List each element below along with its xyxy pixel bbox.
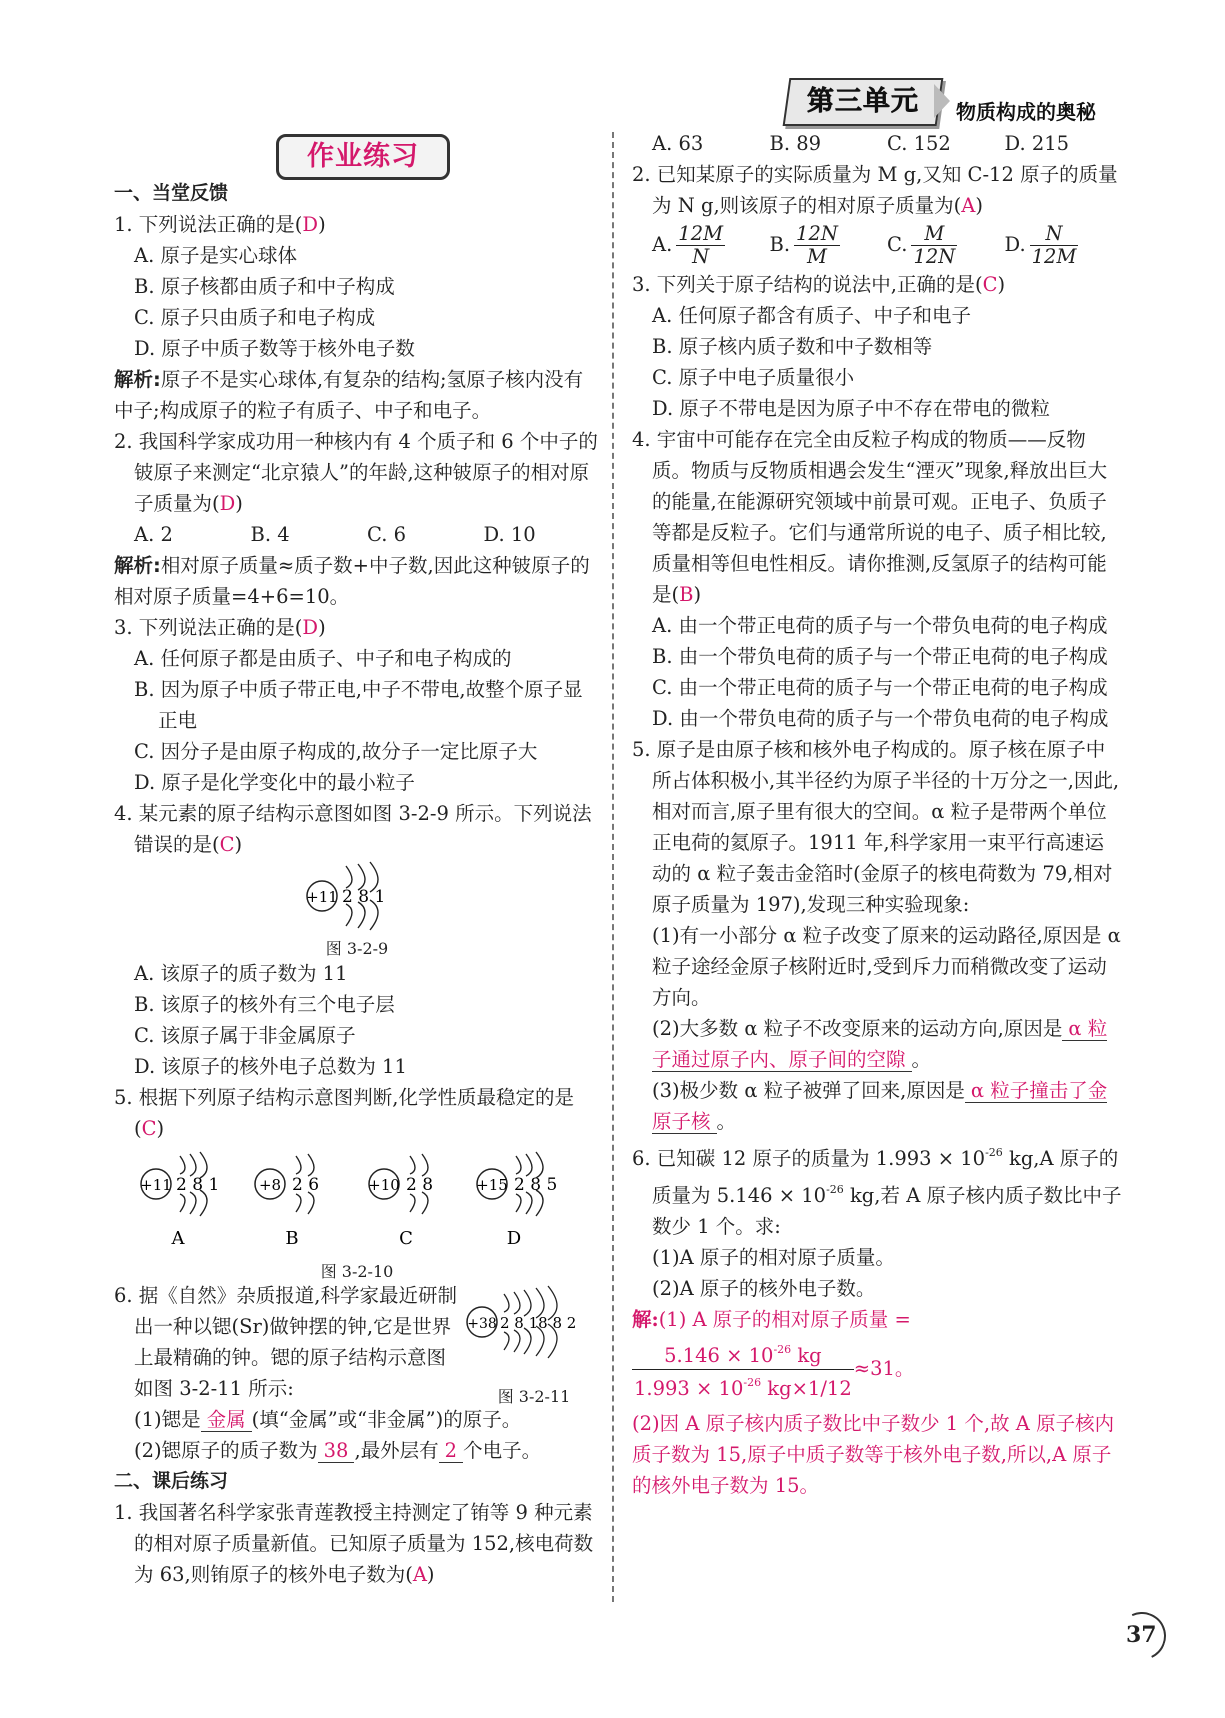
sub-question: (2)大多数 α 粒子不改变原来的运动方向,原因是 α 粒子通过原子内、原子间的空隙 。 bbox=[652, 1017, 1108, 1071]
question-10: 4. 宇宙中可能存在完全由反粒子构成的物质——反物质。物质与反物质相遇会发生“湮灭”现象,释放出巨大的能量,在能源研究领域中前景可观。正电子、负质子等都是反粒子。它们与通常所说的电子、质子相比较,质量相等但电性相反。请你推测,反氢原子的结构可能是(B) bbox=[632, 428, 1108, 606]
option: B. $\frac{12N}{M}$ bbox=[769, 222, 838, 268]
sub-question: (1)A 原子的相对原子质量。 bbox=[652, 1246, 895, 1269]
atom-diagram-d bbox=[476, 1152, 557, 1249]
answer: A bbox=[412, 1563, 427, 1586]
answer: C bbox=[982, 273, 998, 296]
electron-label: 2 8 18 8 2 bbox=[500, 1314, 577, 1332]
options-row: A. 63 B. 89 C. 152 D. 215 bbox=[652, 132, 1070, 155]
fraction-options-row bbox=[632, 221, 1122, 269]
question-1: 1. 下列说法正确的是(D) bbox=[114, 213, 326, 236]
option: A. 该原子的质子数为 11 bbox=[134, 962, 348, 985]
answer: C bbox=[141, 1117, 157, 1140]
question-4: 4. 某元素的原子结构示意图如图 3-2-9 所示。下列说法错误的是(C) bbox=[114, 802, 592, 856]
answer: A bbox=[961, 194, 976, 217]
question-8: 2. 已知某原子的实际质量为 M g,又知 C-12 原子的质量为 N g,则该原子的相对原子质量为(A) bbox=[632, 163, 1118, 217]
option: B. 由一个带负电荷的质子与一个带正电荷的电子构成 bbox=[652, 645, 1108, 668]
question-7: 1. 我国著名科学家张青莲教授主持测定了铕等 9 种元素的相对原子质量新值。已知原子质量为 152,核电荷数为 63,则铕原子的核外电子数为(A) bbox=[114, 1501, 594, 1586]
diagram-label: D bbox=[506, 1228, 522, 1249]
option: D. 由一个带负电荷的质子与一个带负电荷的电子构成 bbox=[652, 707, 1109, 730]
question-6-block bbox=[114, 1280, 600, 1404]
solution-fraction: $\frac{5.146 \times 10^{-26} kg}{1.993 \times 10^{-26} kg\times 1/12}$ ≈31。 bbox=[632, 1335, 1122, 1408]
figure-3-2-9 bbox=[114, 860, 600, 958]
electron-label: 2 8 5 bbox=[514, 1175, 558, 1195]
sub-question: (3)极少数 α 粒子被弹了回来,原因是 α 粒子撞击了金原子核 。 bbox=[652, 1079, 1108, 1133]
diagram-label: A bbox=[171, 1228, 185, 1249]
atom-diagram-b bbox=[255, 1154, 319, 1249]
arrow-icon bbox=[934, 84, 950, 118]
explanation: 解析:原子不是实心球体,有复杂的结构;氢原子核内没有中子;构成原子的粒子有质子、中子和电子。 bbox=[114, 368, 584, 422]
option: C. 由一个带正电荷的质子与一个带正电荷的电子构成 bbox=[652, 676, 1108, 699]
answer-blank: 2 bbox=[439, 1439, 463, 1463]
option: A. $\frac{12M}{N}$ bbox=[652, 222, 724, 268]
left-column bbox=[114, 178, 600, 1590]
answer: B bbox=[679, 583, 694, 606]
electron-label: 2 8 bbox=[406, 1175, 434, 1195]
option: A. 任何原子都含有质子、中子和电子 bbox=[652, 304, 971, 327]
option: B. 原子核内质子数和中子数相等 bbox=[652, 335, 933, 358]
question-9: 3. 下列关于原子结构的说法中,正确的是(C) bbox=[632, 273, 1006, 296]
section-heading: 二、课后练习 bbox=[114, 1470, 229, 1492]
nucleus-label: +15 bbox=[476, 1176, 508, 1194]
option: D. 该原子的核外电子总数为 11 bbox=[134, 1055, 407, 1078]
answer-blank: 金属 bbox=[201, 1408, 252, 1432]
nucleus-label: +11 bbox=[306, 888, 338, 906]
option: C. 原子只由质子和电子构成 bbox=[134, 306, 376, 329]
question-5: 5. 根据下列原子结构示意图判断,化学性质最稳定的是(C) bbox=[114, 1086, 575, 1140]
atom-structure-diagram bbox=[302, 860, 412, 932]
answer: D bbox=[302, 213, 319, 236]
figure-caption: 图 3-2-9 bbox=[325, 939, 389, 958]
page-number: 37 bbox=[1126, 1622, 1157, 1648]
question-3: 3. 下列说法正确的是(D) bbox=[114, 616, 326, 639]
sub-question: (2)A 原子的核外电子数。 bbox=[652, 1277, 876, 1300]
right-column bbox=[632, 128, 1122, 1501]
sub-question: (1)有一小部分 α 粒子改变了原来的运动路径,原因是 α 粒子途经金原子核附近时,受到斥力而稍微改变了运动方向。 bbox=[652, 924, 1121, 1009]
answer-blank: α 粒子撞击了金原子核 bbox=[652, 1079, 1108, 1133]
explanation: 解析:相对原子质量≈质子数+中子数,因此这种铍原子的相对原子质量=4+6=10。 bbox=[114, 554, 590, 608]
homework-badge-label: 作业练习 bbox=[307, 141, 419, 172]
electron-label: 2 6 bbox=[292, 1175, 320, 1195]
option: C. 该原子属于非金属原子 bbox=[134, 1024, 356, 1047]
solution: 解:(1) A 原子的相对原子质量 = bbox=[632, 1308, 911, 1331]
sub-question: (2)锶原子的质子数为 38 ,最外层有 2 个电子。 bbox=[134, 1439, 542, 1462]
answer: D bbox=[302, 616, 319, 639]
section-heading: 一、当堂反馈 bbox=[114, 182, 229, 204]
electron-label: 2 8 1 bbox=[176, 1175, 220, 1195]
unit-title: 第三单元 bbox=[807, 86, 919, 117]
question-12: 6. 已知碳 12 原子的质量为 $1.993 \times 10^{-26}$ kg,A 原子的质量为 $5.146 \times 10^{-26}$ kg,若 A 原子核内质子数比中子数少 1 个。求: bbox=[632, 1146, 1122, 1238]
electron-label: 2 8 1 bbox=[342, 887, 386, 907]
nucleus-label: +11 bbox=[140, 1176, 172, 1194]
option: B. 因为原子中质子带正电,中子不带电,故整个原子显正电 bbox=[134, 678, 583, 732]
answer-blank: α 粒子通过原子内、原子间的空隙 bbox=[652, 1017, 1108, 1071]
option: D. 原子中质子数等于核外电子数 bbox=[134, 337, 415, 360]
nucleus-label: +10 bbox=[368, 1176, 400, 1194]
strontium-atom-diagram bbox=[464, 1282, 604, 1362]
answer: D bbox=[219, 492, 236, 515]
options-row: A. 2 B. 4 C. 6 D. 10 bbox=[134, 523, 536, 546]
figure-caption: 图 3-2-10 bbox=[320, 1262, 394, 1281]
option: C. 因分子是由原子构成的,故分子一定比原子大 bbox=[134, 740, 538, 763]
atom-diagram-a bbox=[140, 1152, 219, 1249]
homework-badge bbox=[276, 134, 450, 180]
option: B. 原子核都由质子和中子构成 bbox=[134, 275, 395, 298]
question-6: 6. 据《自然》杂质报道,科学家最近研制出一种以锶(Sr)做钟摆的钟,它是世界上最精确的钟。锶的原子结构示意图如图 3-2-11 所示: bbox=[114, 1284, 458, 1400]
option: A. 由一个带正电荷的质子与一个带负电荷的电子构成 bbox=[652, 614, 1108, 637]
question-11: 5. 原子是由原子核和核外电子构成的。原子核在原子中所占体积极小,其半径约为原子半径的十万分之一,因此,相对而言,原子里有很大的空间。α 粒子是带两个单位正电荷的氦原子。1911 年,科学家用一束平行高速运动的 α 粒子轰击金箔时(金原子的核电荷数为 79,相对原子质量为 197),发现三种实验现象: bbox=[632, 738, 1120, 916]
figure-3-2-11 bbox=[464, 1282, 604, 1412]
solution: (2)因 A 原子核内质子数比中子数少 1 个,故 A 原子核内质子数为 15,原子中质子数等于核外电子数,所以,A 原子的核外电子数为 15。 bbox=[632, 1412, 1115, 1497]
diagram-label: C bbox=[399, 1228, 413, 1249]
option: A. 原子是实心球体 bbox=[134, 244, 297, 267]
option: D. $\frac{N}{12M}$ bbox=[1004, 222, 1077, 268]
option: D. 原子不带电是因为原子中不存在带电的微粒 bbox=[652, 397, 1050, 420]
nucleus-label: +38 bbox=[467, 1316, 497, 1332]
atom-diagram-c bbox=[368, 1154, 433, 1249]
atom-diagrams bbox=[114, 1144, 600, 1256]
option: C. $\frac{M}{12N}$ bbox=[887, 222, 956, 268]
figure-caption: 图 3-2-11 bbox=[497, 1387, 571, 1406]
answer: C bbox=[219, 833, 235, 856]
option: B. 该原子的核外有三个电子层 bbox=[134, 993, 395, 1016]
answer-blank: 38 bbox=[318, 1439, 355, 1463]
nucleus-label: +8 bbox=[258, 1176, 282, 1194]
option: D. 原子是化学变化中的最小粒子 bbox=[134, 771, 415, 794]
sub-question: (1)锶是 金属 (填“金属”或“非金属”)的原子。 bbox=[134, 1408, 522, 1431]
diagram-label: B bbox=[285, 1228, 299, 1249]
question-2: 2. 我国科学家成功用一种核内有 4 个质子和 6 个中子的铍原子来测定“北京猿人”的年龄,这种铍原子的相对原子质量为(D) bbox=[114, 430, 598, 515]
figure-3-2-10 bbox=[114, 1144, 600, 1280]
unit-tag bbox=[783, 78, 944, 126]
unit-subtitle: 物质构成的奥秘 bbox=[956, 100, 1096, 124]
column-divider bbox=[612, 132, 614, 1602]
option: A. 任何原子都是由质子、中子和电子构成的 bbox=[134, 647, 512, 670]
option: C. 原子中电子质量很小 bbox=[652, 366, 855, 389]
